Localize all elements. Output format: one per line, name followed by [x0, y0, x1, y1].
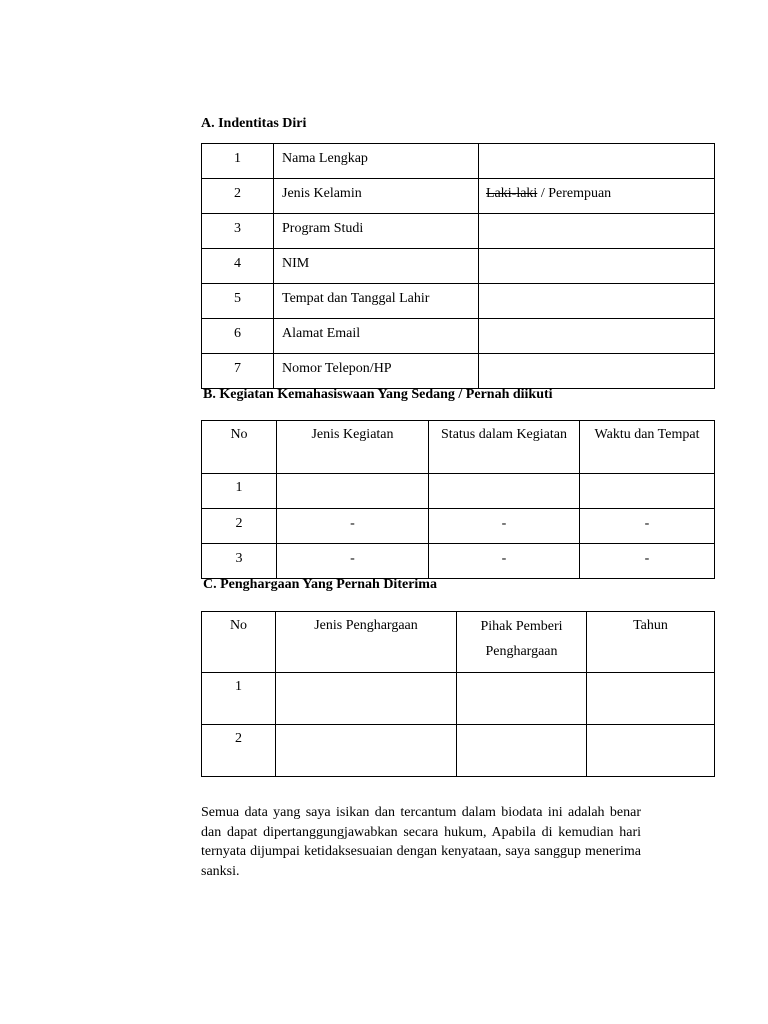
table-cell[interactable]: - — [277, 509, 429, 544]
column-header: Status dalam Kegiatan — [429, 421, 580, 474]
table-cell[interactable]: - — [429, 544, 580, 579]
field-value-email[interactable] — [479, 319, 715, 354]
section-a-title: A. Indentitas Diri — [201, 116, 307, 131]
table-header-row — [202, 612, 715, 673]
row-number: 3 — [202, 544, 277, 579]
field-value-program-studi[interactable] — [479, 214, 715, 249]
activities-table — [201, 420, 715, 579]
table-cell[interactable] — [276, 725, 457, 777]
table-cell[interactable] — [587, 725, 715, 777]
table-row — [202, 249, 715, 284]
row-number: 6 — [202, 319, 274, 354]
table-row — [202, 509, 715, 544]
awards-table — [201, 611, 715, 777]
row-number: 2 — [202, 725, 276, 777]
table-cell[interactable] — [429, 474, 580, 509]
column-header: Tahun — [587, 612, 715, 673]
row-number: 2 — [202, 509, 277, 544]
table-cell[interactable] — [457, 673, 587, 725]
table-cell[interactable] — [457, 725, 587, 777]
column-header: Waktu dan Tempat — [580, 421, 715, 474]
column-header: No — [202, 612, 276, 673]
field-label: Nama Lengkap — [274, 144, 479, 179]
table-cell[interactable] — [276, 673, 457, 725]
table-row — [202, 354, 715, 389]
table-cell[interactable]: - — [277, 544, 429, 579]
row-number: 7 — [202, 354, 274, 389]
field-value-nama[interactable] — [479, 144, 715, 179]
field-label: Tempat dan Tanggal Lahir — [274, 284, 479, 319]
row-number: 1 — [202, 673, 276, 725]
field-value-jenis-kelamin[interactable] — [479, 179, 715, 214]
table-cell[interactable]: - — [580, 509, 715, 544]
table-cell[interactable] — [277, 474, 429, 509]
row-number: 4 — [202, 249, 274, 284]
row-number: 1 — [202, 144, 274, 179]
column-header: Jenis Penghargaan — [276, 612, 457, 673]
column-header: Pihak Pemberi Penghargaan — [457, 612, 587, 673]
table-cell[interactable] — [587, 673, 715, 725]
field-label: Program Studi — [274, 214, 479, 249]
column-header: No — [202, 421, 277, 474]
row-number: 5 — [202, 284, 274, 319]
table-cell[interactable]: - — [580, 544, 715, 579]
table-row — [202, 725, 715, 777]
selected-option: / Perempuan — [537, 186, 612, 201]
field-value-telepon[interactable] — [479, 354, 715, 389]
field-label: Jenis Kelamin — [274, 179, 479, 214]
row-number: 2 — [202, 179, 274, 214]
table-row — [202, 284, 715, 319]
field-value-nim[interactable] — [479, 249, 715, 284]
table-row — [202, 544, 715, 579]
field-label: Alamat Email — [274, 319, 479, 354]
field-label: Nomor Telepon/HP — [274, 354, 479, 389]
table-row — [202, 474, 715, 509]
table-cell[interactable] — [580, 474, 715, 509]
table-cell[interactable]: - — [429, 509, 580, 544]
table-row — [202, 319, 715, 354]
table-row — [202, 214, 715, 249]
column-header: Jenis Kegiatan — [277, 421, 429, 474]
section-b-title: B. Kegiatan Kemahasiswaan Yang Sedang / Pernah diikuti — [203, 387, 553, 402]
table-header-row — [202, 421, 715, 474]
row-number: 3 — [202, 214, 274, 249]
declaration-statement: Semua data yang saya isikan dan tercantum dalam biodata ini adalah benar dan dapat dipertanggungjawabkan secara hukum, Apabila di kemudian hari ternyata dijumpai ketidaksesuaian dengan kenyataan, saya sanggup menerima sanksi. — [201, 805, 641, 879]
identity-table — [201, 143, 715, 389]
table-row — [202, 144, 715, 179]
struck-option: Laki-laki — [486, 186, 538, 201]
table-row — [202, 673, 715, 725]
table-row — [202, 179, 715, 214]
field-value-ttl[interactable] — [479, 284, 715, 319]
section-c-title: C. Penghargaan Yang Pernah Diterima — [203, 577, 437, 592]
row-number: 1 — [202, 474, 277, 509]
field-label: NIM — [274, 249, 479, 284]
